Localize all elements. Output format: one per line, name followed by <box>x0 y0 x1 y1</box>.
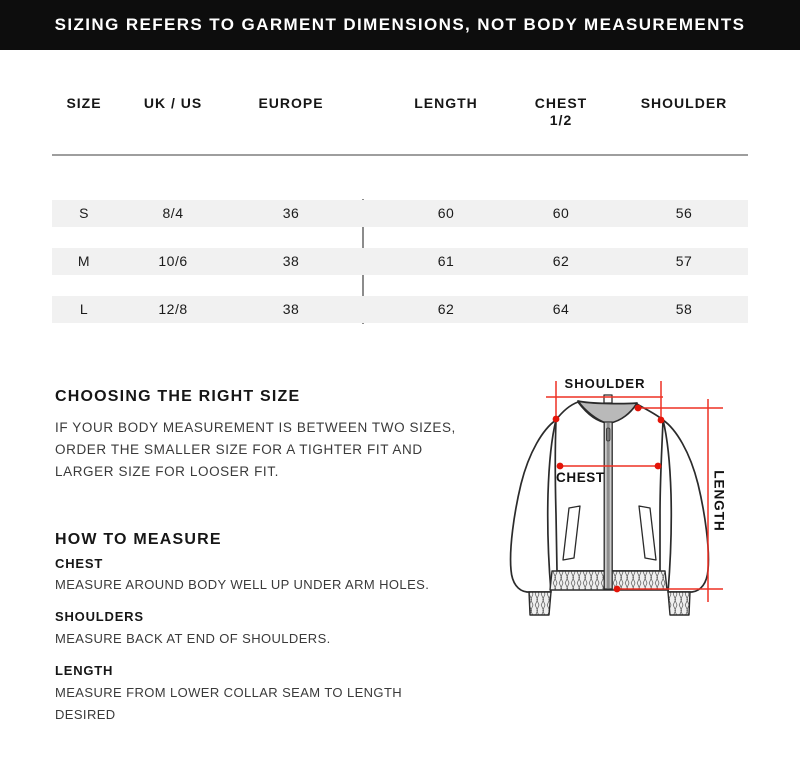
table-row <box>52 200 748 227</box>
diagram-length-label: LENGTH <box>711 470 727 532</box>
choosing-size-line: IF YOUR BODY MEASUREMENT IS BETWEEN TWO SIZES, <box>55 420 456 435</box>
disclaimer-banner <box>0 0 800 50</box>
header-rule <box>52 154 748 156</box>
cell-uk-us: 12/8 <box>158 301 188 317</box>
cell-length: 61 <box>437 253 455 269</box>
jacket-outline <box>511 395 709 615</box>
cell-size: L <box>79 301 89 317</box>
column-header-chest-fraction: 1/2 <box>549 112 573 128</box>
cell-chest: 64 <box>552 301 570 317</box>
table-row <box>52 296 748 323</box>
table-row <box>52 248 748 275</box>
jacket-diagram <box>490 370 740 640</box>
column-header-shoulder: SHOULDER <box>640 95 728 111</box>
column-header-chest: CHEST <box>534 95 588 111</box>
cell-length: 62 <box>437 301 455 317</box>
column-header-length: LENGTH <box>414 95 478 111</box>
measure-chest-label: CHEST <box>55 556 104 571</box>
cell-size: M <box>77 253 91 269</box>
choosing-size-line: ORDER THE SMALLER SIZE FOR A TIGHTER FIT AND <box>55 442 423 457</box>
choosing-size-line: LARGER SIZE FOR LOOSER FIT. <box>55 464 279 479</box>
measure-shoulders-text: MEASURE BACK AT END OF SHOULDERS. <box>55 631 331 646</box>
column-header-uk-us: UK / US <box>143 95 203 111</box>
cell-europe: 38 <box>282 253 300 269</box>
measure-length-label: LENGTH <box>55 663 114 678</box>
column-header-europe: EUROPE <box>258 95 324 111</box>
cell-chest: 60 <box>552 205 570 221</box>
how-to-measure-title: HOW TO MEASURE <box>55 531 222 549</box>
measure-length-text: MEASURE FROM LOWER COLLAR SEAM TO LENGTH <box>55 685 403 700</box>
measure-chest-text: MEASURE AROUND BODY WELL UP UNDER ARM HOLES. <box>55 577 430 592</box>
banner-text: SIZING REFERS TO GARMENT DIMENSIONS, NOT BODY MEASUREMENTS <box>54 15 746 34</box>
cell-length: 60 <box>437 205 455 221</box>
measure-length-text: DESIRED <box>55 707 116 722</box>
cell-shoulder: 57 <box>675 253 693 269</box>
cell-size: S <box>79 205 89 221</box>
cell-shoulder: 58 <box>675 301 693 317</box>
cell-shoulder: 56 <box>675 205 693 221</box>
cell-chest: 62 <box>552 253 570 269</box>
column-header-size: SIZE <box>66 95 102 111</box>
cell-uk-us: 8/4 <box>162 205 184 221</box>
diagram-chest-label: CHEST <box>556 470 605 485</box>
cell-europe: 36 <box>282 205 300 221</box>
choosing-size-title: CHOOSING THE RIGHT SIZE <box>55 388 301 406</box>
cell-europe: 38 <box>282 301 300 317</box>
measure-shoulders-label: SHOULDERS <box>55 609 144 624</box>
diagram-shoulder-label: SHOULDER <box>564 376 646 391</box>
cell-uk-us: 10/6 <box>158 253 188 269</box>
